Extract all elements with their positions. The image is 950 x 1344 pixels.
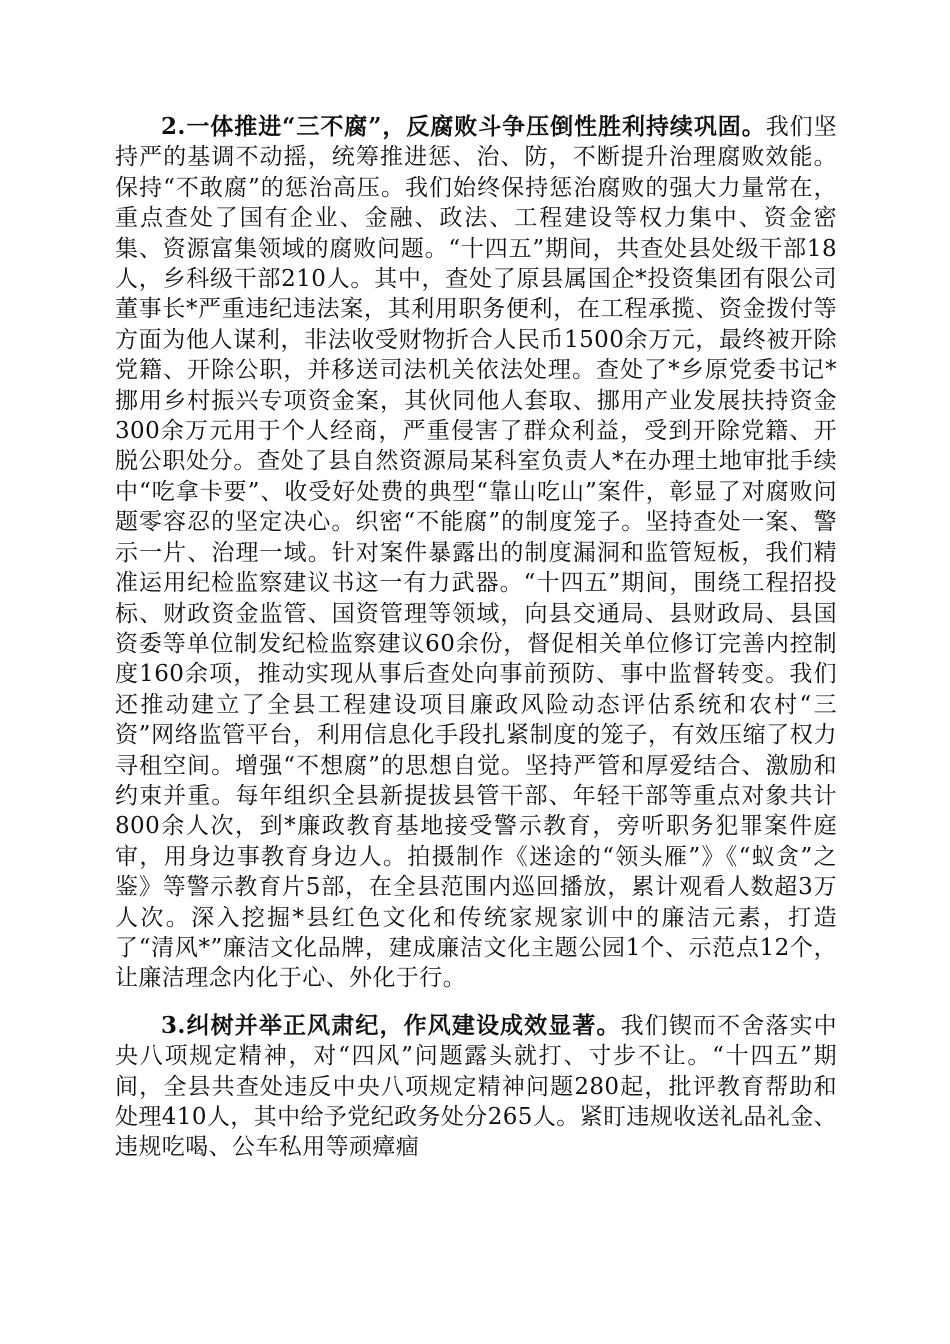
section-2-heading: 2.一体推进“三不腐”，反腐败斗争压倒性胜利持续巩固。 bbox=[161, 113, 766, 140]
section-3-paragraph bbox=[115, 1011, 837, 1163]
section-2-paragraph bbox=[115, 112, 837, 994]
section-2-body: 我们坚持严的基调不动摇，统筹推进惩、治、防，不断提升治理腐败效能。保持“不敢腐”的惩治高压。我们始终保持惩治腐败的强大力量常在，重点查处了国有企业、金融、政法、工程建设等权力集中、资金密集、资源富集领域的腐败问题。“十四五”期间，共查处县处级干部18人，乡科级干部210人。其中，查处了原县属国企*投资集团有限公司董事长*严重违纪违法案，其利用职务便利，在工程承揽、资金拨付等方面为他人谋利，非法收受财物折合人民币1500余万元，最终被开除党籍、开除公职，并移送司法机关依法处理。查处了*乡原党委书记*挪用乡村振兴专项资金案，其伙同他人套取、挪用产业发展扶持资金300余万元用于个人经商，严重侵害了群众利益，受到开除党籍、开脱公职处分。查处了县自然资源局某科室负责人*在办理土地审批手续中“吃拿卡要”、收受好处费的典型“靠山吃山”案件，彰显了对腐败问题零容忍的坚定决心。织密“不能腐”的制度笼子。坚持查处一案、警示一片、治理一域。针对案件暴露出的制度漏洞和监管短板，我们精准运用纪检监察建议书这一有力武器。“十四五”期间，围绕工程招投标、财政资金监管、国资管理等领域，向县交通局、县财政局、县国资委等单位制发纪检监察建议60余份，督促相关单位修订完善内控制度160余项，推动实现从事后查处向事前预防、事中监督转变。我们还推动建立了全县工程建设项目廉政风险动态评估系统和农村“三资”网络监管平台，利用信息化手段扎紧制度的笼子，有效压缩了权力寻租空间。增强“不想腐”的思想自觉。坚持严管和厚爱结合、激励和约束并重。每年组织全县新提拔县管干部、年轻干部等重点对象共计800余人次，到*廉政教育基地接受警示教育，旁听职务犯罪案件庭审，用身边事教育身边人。拍摄制作《迷途的“领头雁”》《“蚁贪”之鉴》等警示教育片5部，在全县范围内巡回播放，累计观看人数超3万人次。深入挖掘*县红色文化和传统家规家训中的廉洁元素，打造了“清风*”廉洁文化品牌，建成廉洁文化主题公园1个、示范点12个，让廉洁理念内化于心、外化于行。 bbox=[115, 114, 837, 992]
section-3-body: 我们锲而不舍落实中央八项规定精神，对“四风”问题露头就打、寸步不让。“十四五”期间，全县共查处违反中央八项规定精神问题280起，批评教育帮助和处理410人，其中给予党纪政务处分265人。紧盯违规收送礼品礼金、违规吃喝、公车私用等顽瘴痼 bbox=[115, 1012, 837, 1161]
section-3-heading: 3.纠树并举正风肃纪，作风建设成效显著。 bbox=[161, 1011, 621, 1039]
document-page bbox=[115, 112, 837, 1163]
